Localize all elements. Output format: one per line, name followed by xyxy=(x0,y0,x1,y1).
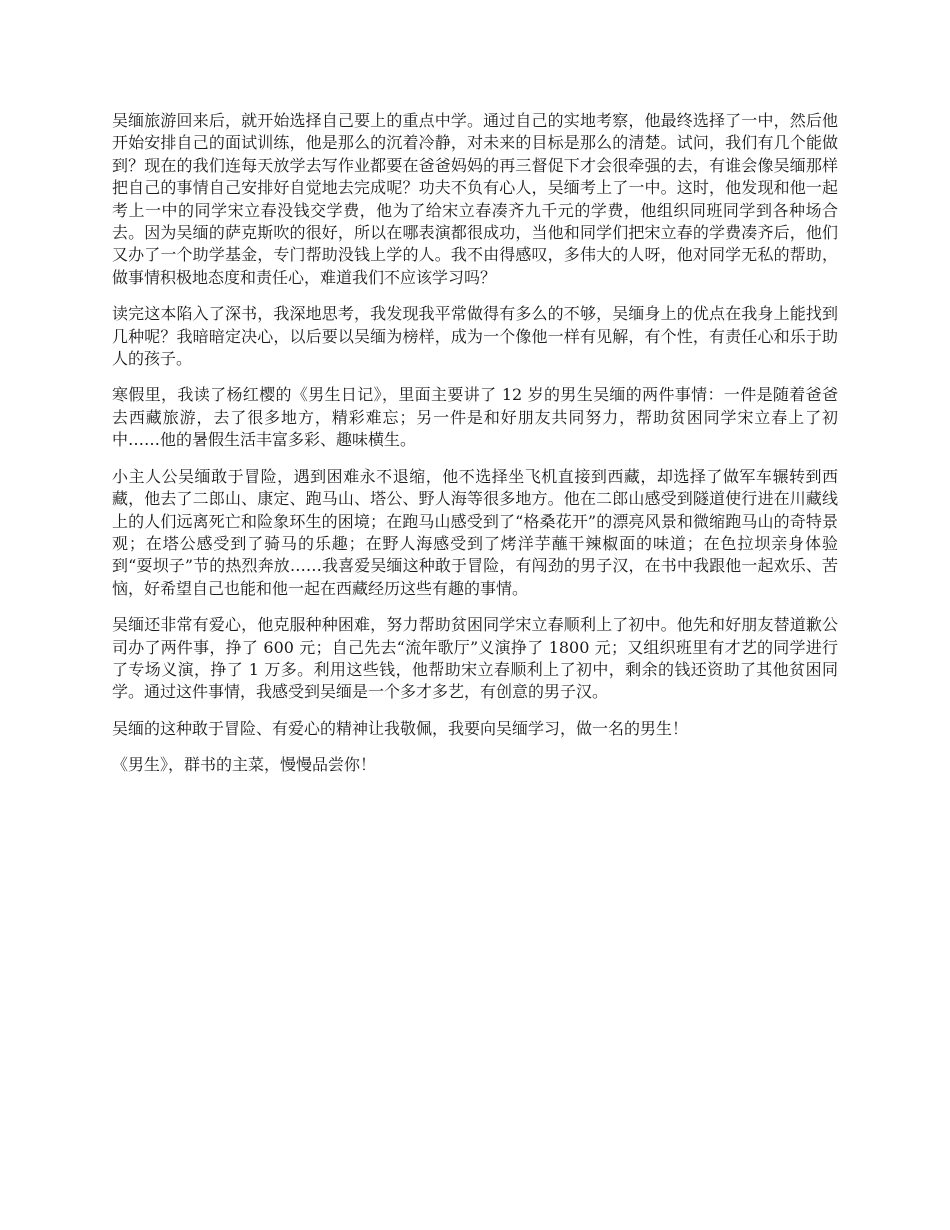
paragraph-2: 读完这本陷入了深书，我深地思考，我发现我平常做得有多么的不够，吴缅身上的优点在我身上能找到几种呢？我暗暗定决心，以后要以吴缅为榜样，成为一个像他一样有见解，有个性，有责任心和乐于助人的孩子。 xyxy=(112,304,838,369)
paragraph-6: 吴缅的这种敢于冒险、有爱心的精神让我敬佩，我要向吴缅学习，做一名的男生！ xyxy=(112,718,689,738)
paragraph-1: 吴缅旅游回来后，就开始选择自己要上的重点中学。通过自己的实地考察，他最终选择了一中，然后他开始安排自己的面试训练，他是那么的沉着冷静，对未来的目标是那么的清楚。试问，我们有几个能做到？现在的我们连每天放学去写作业都要在爸爸妈妈的再三督促下才会很牵强的去，有谁会像吴缅那样把自己的事情自己安排好自觉地去完成呢？功夫不负有心人，吴缅考上了一中。这时，他发现和他一起考上一中的同学宋立春没钱交学费，他为了给宋立春凑齐九千元的学费，他组织同班同学到各种场合去。因为吴缅的萨克斯吹的很好，所以在哪表演都很成功，当他和同学们把宋立春的学费凑齐后，他们又办了一个助学基金，专门帮助没钱上学的人。我不由得感叹，多伟大的人呀，他对同学无私的帮助，做事情积极地态度和责任心，难道我们不应该学习吗？ xyxy=(112,111,838,287)
paragraph-7: 《男生》，群书的主菜，慢慢品尝你！ xyxy=(112,755,377,775)
paragraph-5: 吴缅还非常有爱心，他克服种种困难，努力帮助贫困同学宋立春顺利上了初中。他先和好朋友替道歉公司办了两件事，挣了 600 元；自己先去“流年歌厅”义演挣了 1800 元；又组织班里有才艺的同学进行了专场义演，挣了 1 万多。利用这些钱，他帮助宋立春顺利上了初中，剩余的钱还资助了其他贫困同学。通过这件事情，我感受到吴缅是一个多才多艺，有创意的男子汉。 xyxy=(112,615,838,702)
paragraph-3: 寒假里，我读了杨红樱的《男生日记》，里面主要讲了 12 岁的男生吴缅的两件事情：一件是随着爸爸去西藏旅游，去了很多地方，精彩难忘；另一件是和好朋友共同努力，帮助贫困同学宋立春上了初中……他的暑假生活丰富多彩、趣味横生。 xyxy=(112,385,838,450)
paragraph-4: 小主人公吴缅敢于冒险，遇到困难永不退缩，他不选择坐飞机直接到西藏，却选择了做军车辗转到西藏，他去了二郎山、康定、跑马山、塔公、野人海等很多地方。他在二郎山感受到隧道使行进在川藏线上的人们远离死亡和险象环生的困境；在跑马山感受到了“格桑花开”的漂亮风景和微缩跑马山的奇特景观；在塔公感受到了骑马的乐趣；在野人海感受到了烤洋芋蘸干辣椒面的味道；在色拉坝亲身体验到“耍坝子”节的热烈奔放……我喜爱吴缅这种敢于冒险，有闯劲的男子汉，在书中我跟他一起欢乐、苦恼，好希望自己也能和他一起在西藏经历这些有趣的事情。 xyxy=(112,466,838,598)
document-body xyxy=(112,110,838,777)
